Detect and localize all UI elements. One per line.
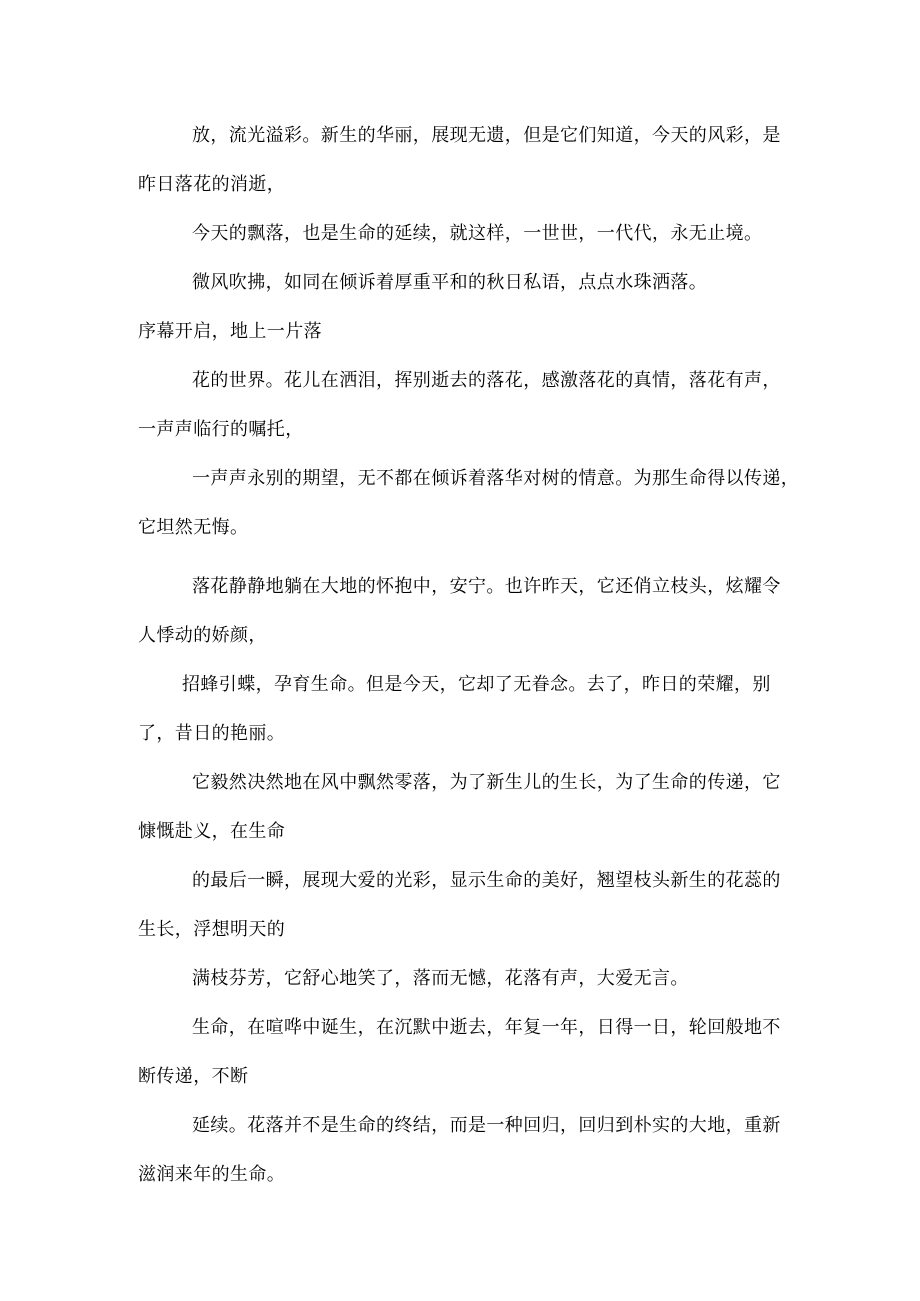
text-line: 序幕开启，地上一片落: [138, 321, 322, 342]
text-line: 一声声永别的期望，无不都在倾诉着落华对树的情意。为那生命得以传递，: [192, 468, 800, 489]
text-line: 慷慨赴义，在生命: [138, 821, 286, 842]
text-line: 延续。花落并不是生命的终结，而是一种回归，回归到朴实的大地，重新: [192, 1115, 781, 1136]
text-line: 的最后一瞬，展现大爱的光彩，显示生命的美好，翘望枝头新生的花蕊的: [192, 870, 781, 891]
text-line: 它坦然无悔。: [138, 517, 249, 538]
text-line: 人悸动的娇颜，: [138, 625, 267, 646]
text-line: 招蜂引蝶，孕育生命。但是今天，它却了无眷念。去了，昨日的荣耀，别: [182, 674, 771, 695]
text-line: 满枝芬芳，它舒心地笑了，落而无憾，花落有声，大爱无言。: [192, 968, 689, 989]
text-line: 放，流光溢彩。新生的华丽，展现无遗，但是它们知道，今天的风彩，是: [192, 125, 781, 146]
text-line: 了，昔日的艳丽。: [138, 723, 286, 744]
text-line: 滋润来年的生命。: [138, 1164, 286, 1185]
text-line: 落花静静地躺在大地的怀抱中，安宁。也许昨天，它还俏立枝头，炫耀令: [192, 576, 781, 597]
text-line: 花的世界。花儿在洒泪，挥别逝去的落花，感激落花的真情，落花有声，: [192, 370, 781, 391]
text-line: 生长，浮想明天的: [138, 919, 286, 940]
text-line: 断传递，不断: [138, 1066, 249, 1087]
text-line: 今天的飘落，也是生命的延续，就这样，一世世，一代代，永无止境。: [192, 223, 763, 244]
text-line: 生命，在喧哗中诞生，在沉默中逝去，年复一年，日得一日，轮回般地不: [192, 1017, 781, 1038]
text-line: 它毅然决然地在风中飘然零落，为了新生儿的生长，为了生命的传递，它: [192, 772, 781, 793]
text-line: 昨日落花的消逝，: [138, 174, 286, 195]
text-line: 一声声临行的嘱托，: [138, 419, 304, 440]
text-line: 微风吹拂，如同在倾诉着厚重平和的秋日私语，点点水珠洒落。: [192, 272, 708, 293]
